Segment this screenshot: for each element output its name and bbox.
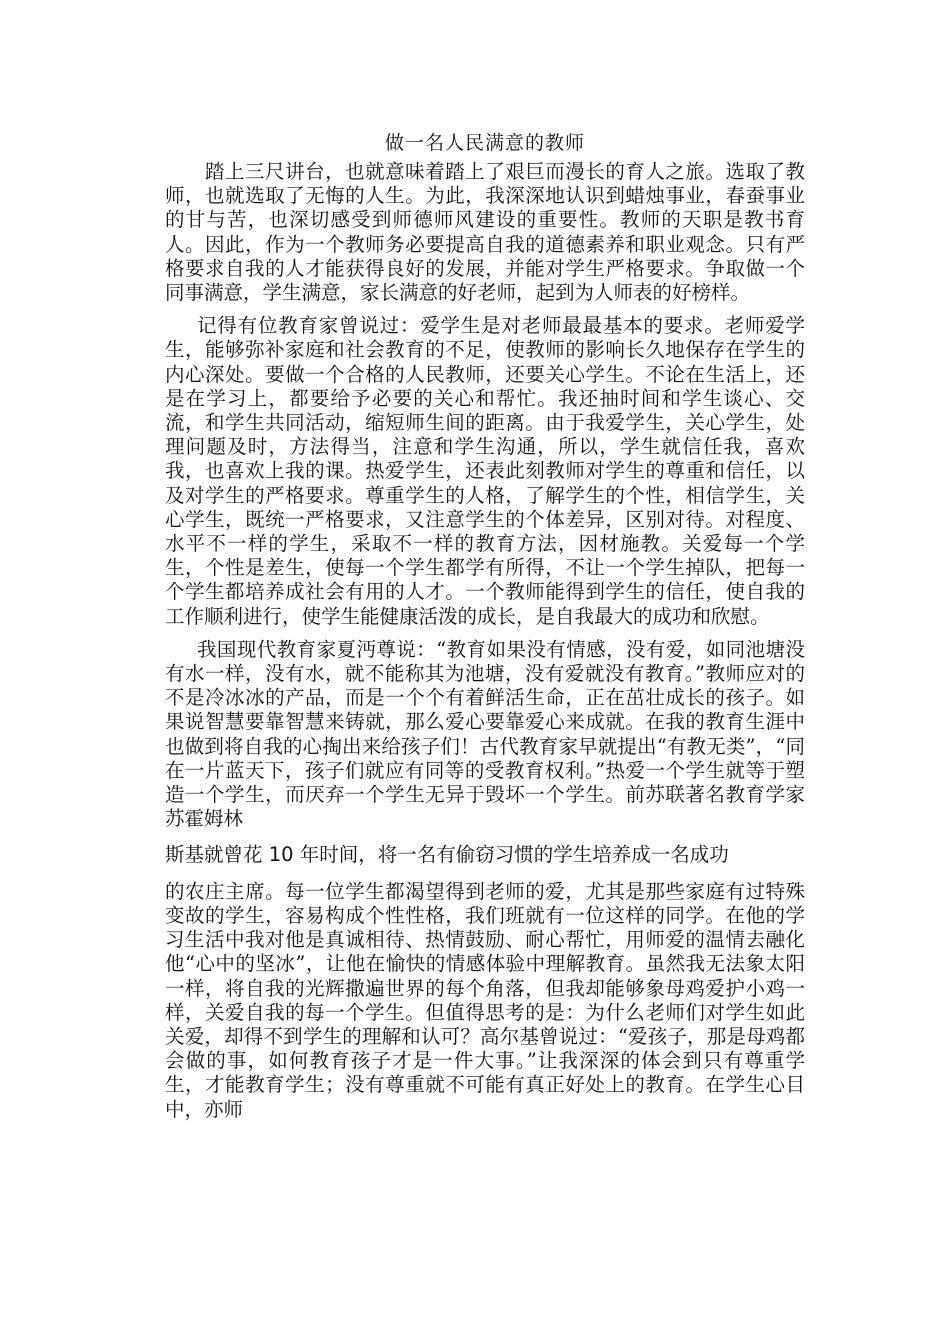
- paragraph-5: 的农庄主席。每一位学生都渴望得到老师的爱，尤其是那些家庭有过特殊变故的学生，容易构成个性性格，我们班就有一位这样的同学。在他的学习生活中我对他是真诚相待、热情鼓励、耐心帮忙，用师爱的温情去融化他“心中的坚冰”，让他在愉快的情感体验中理解教育。虽然我无法象太阳一样，将自我的光辉撒遍世界的每个角落，但我却能够象母鸡爱护小鸡一样，关爱自我的每一个学生。但值得思考的是：为什么老师们对学生如此关爱，却得不到学生的理解和认可？高尔基曾说过：“爱孩子，那是母鸡都会做的事，如何教育孩子才是一件大事。”让我深深的体会到只有尊重学生，才能教育学生；没有尊重就不可能有真正好处上的教育。在学生心目中，亦师: [165, 879, 805, 1121]
- document-title: 做一名人民满意的教师: [384, 132, 585, 154]
- paragraph-4-line: 斯基就曾花 10 年时间，将一名有偷窃习惯的学生培养成一名成功: [165, 843, 729, 867]
- paragraph-1: 踏上三尺讲台，也就意味着踏上了艰巨而漫长的育人之旅。选取了教师，也就选取了无悔的人生。为此，我深深地认识到蜡烛事业，春蚕事业的甘与苦，也深切感受到师德师风建设的重要性。教师的天职是教书育人。因此，作为一个教师务必要提高自我的道德素养和职业观念。只有严格要求自我的人才能获得良好的发展，并能对学生严格要求。争取做一个同事满意，学生满意，家长满意的好老师，起到为人师表的好榜样。: [165, 160, 805, 305]
- document-page: [165, 128, 805, 1122]
- paragraph-3: 我国现代教育家夏沔尊说：“教育如果没有情感，没有爱，如同池塘没有水一样，没有水，就不能称其为池塘，没有爱就没有教育。”教师应对的不是冷冰冰的产品，而是一个个有着鲜活生命，正在茁壮成长的孩子。如果说智慧要靠智慧来铸就，那么爱心要靠爱心来成就。在我的教育生涯中也做到将自我的心掏出来给孩子们！古代教育家早就提出“有教无类”，“同在一片蓝天下，孩子们就应有同等的受教育权利。”热爱一个学生就等于塑造一个学生，而厌弃一个学生无异于毁坏一个学生。前苏联著名教育学家苏霍姆林: [165, 637, 805, 831]
- paragraph-2: 记得有位教育家曾说过：爱学生是对老师最最基本的要求。老师爱学生，能够弥补家庭和社会教育的不足，使教师的影响长久地保存在学生的内心深处。要做一个合格的人民教师，还要关心学生。不论在生活上，还是在学习上，都要给予必要的关心和帮忙。我还抽时间和学生谈心、交流，和学生共同活动，缩短师生间的距离。由于我爱学生，关心学生，处理问题及时，方法得当，注意和学生沟通，所以，学生就信任我，喜欢我，也喜欢上我的课。热爱学生，还表此刻教师对学生的尊重和信任，以及对学生的严格要求。尊重学生的人格，了解学生的个性，相信学生，关心学生，既统一严格要求，又注意学生的个体差异，区别对待。对程度、水平不一样的学生，采取不一样的教育方法，因材施教。关爱每一个学生，个性是差生，使每一个学生都学有所得，不让一个学生掉队，把每一个学生都培养成社会有用的人才。一个教师能得到学生的信任，使自我的工作顺利进行，使学生能健康活泼的成长，是自我最大的成功和欣慰。: [165, 314, 805, 628]
